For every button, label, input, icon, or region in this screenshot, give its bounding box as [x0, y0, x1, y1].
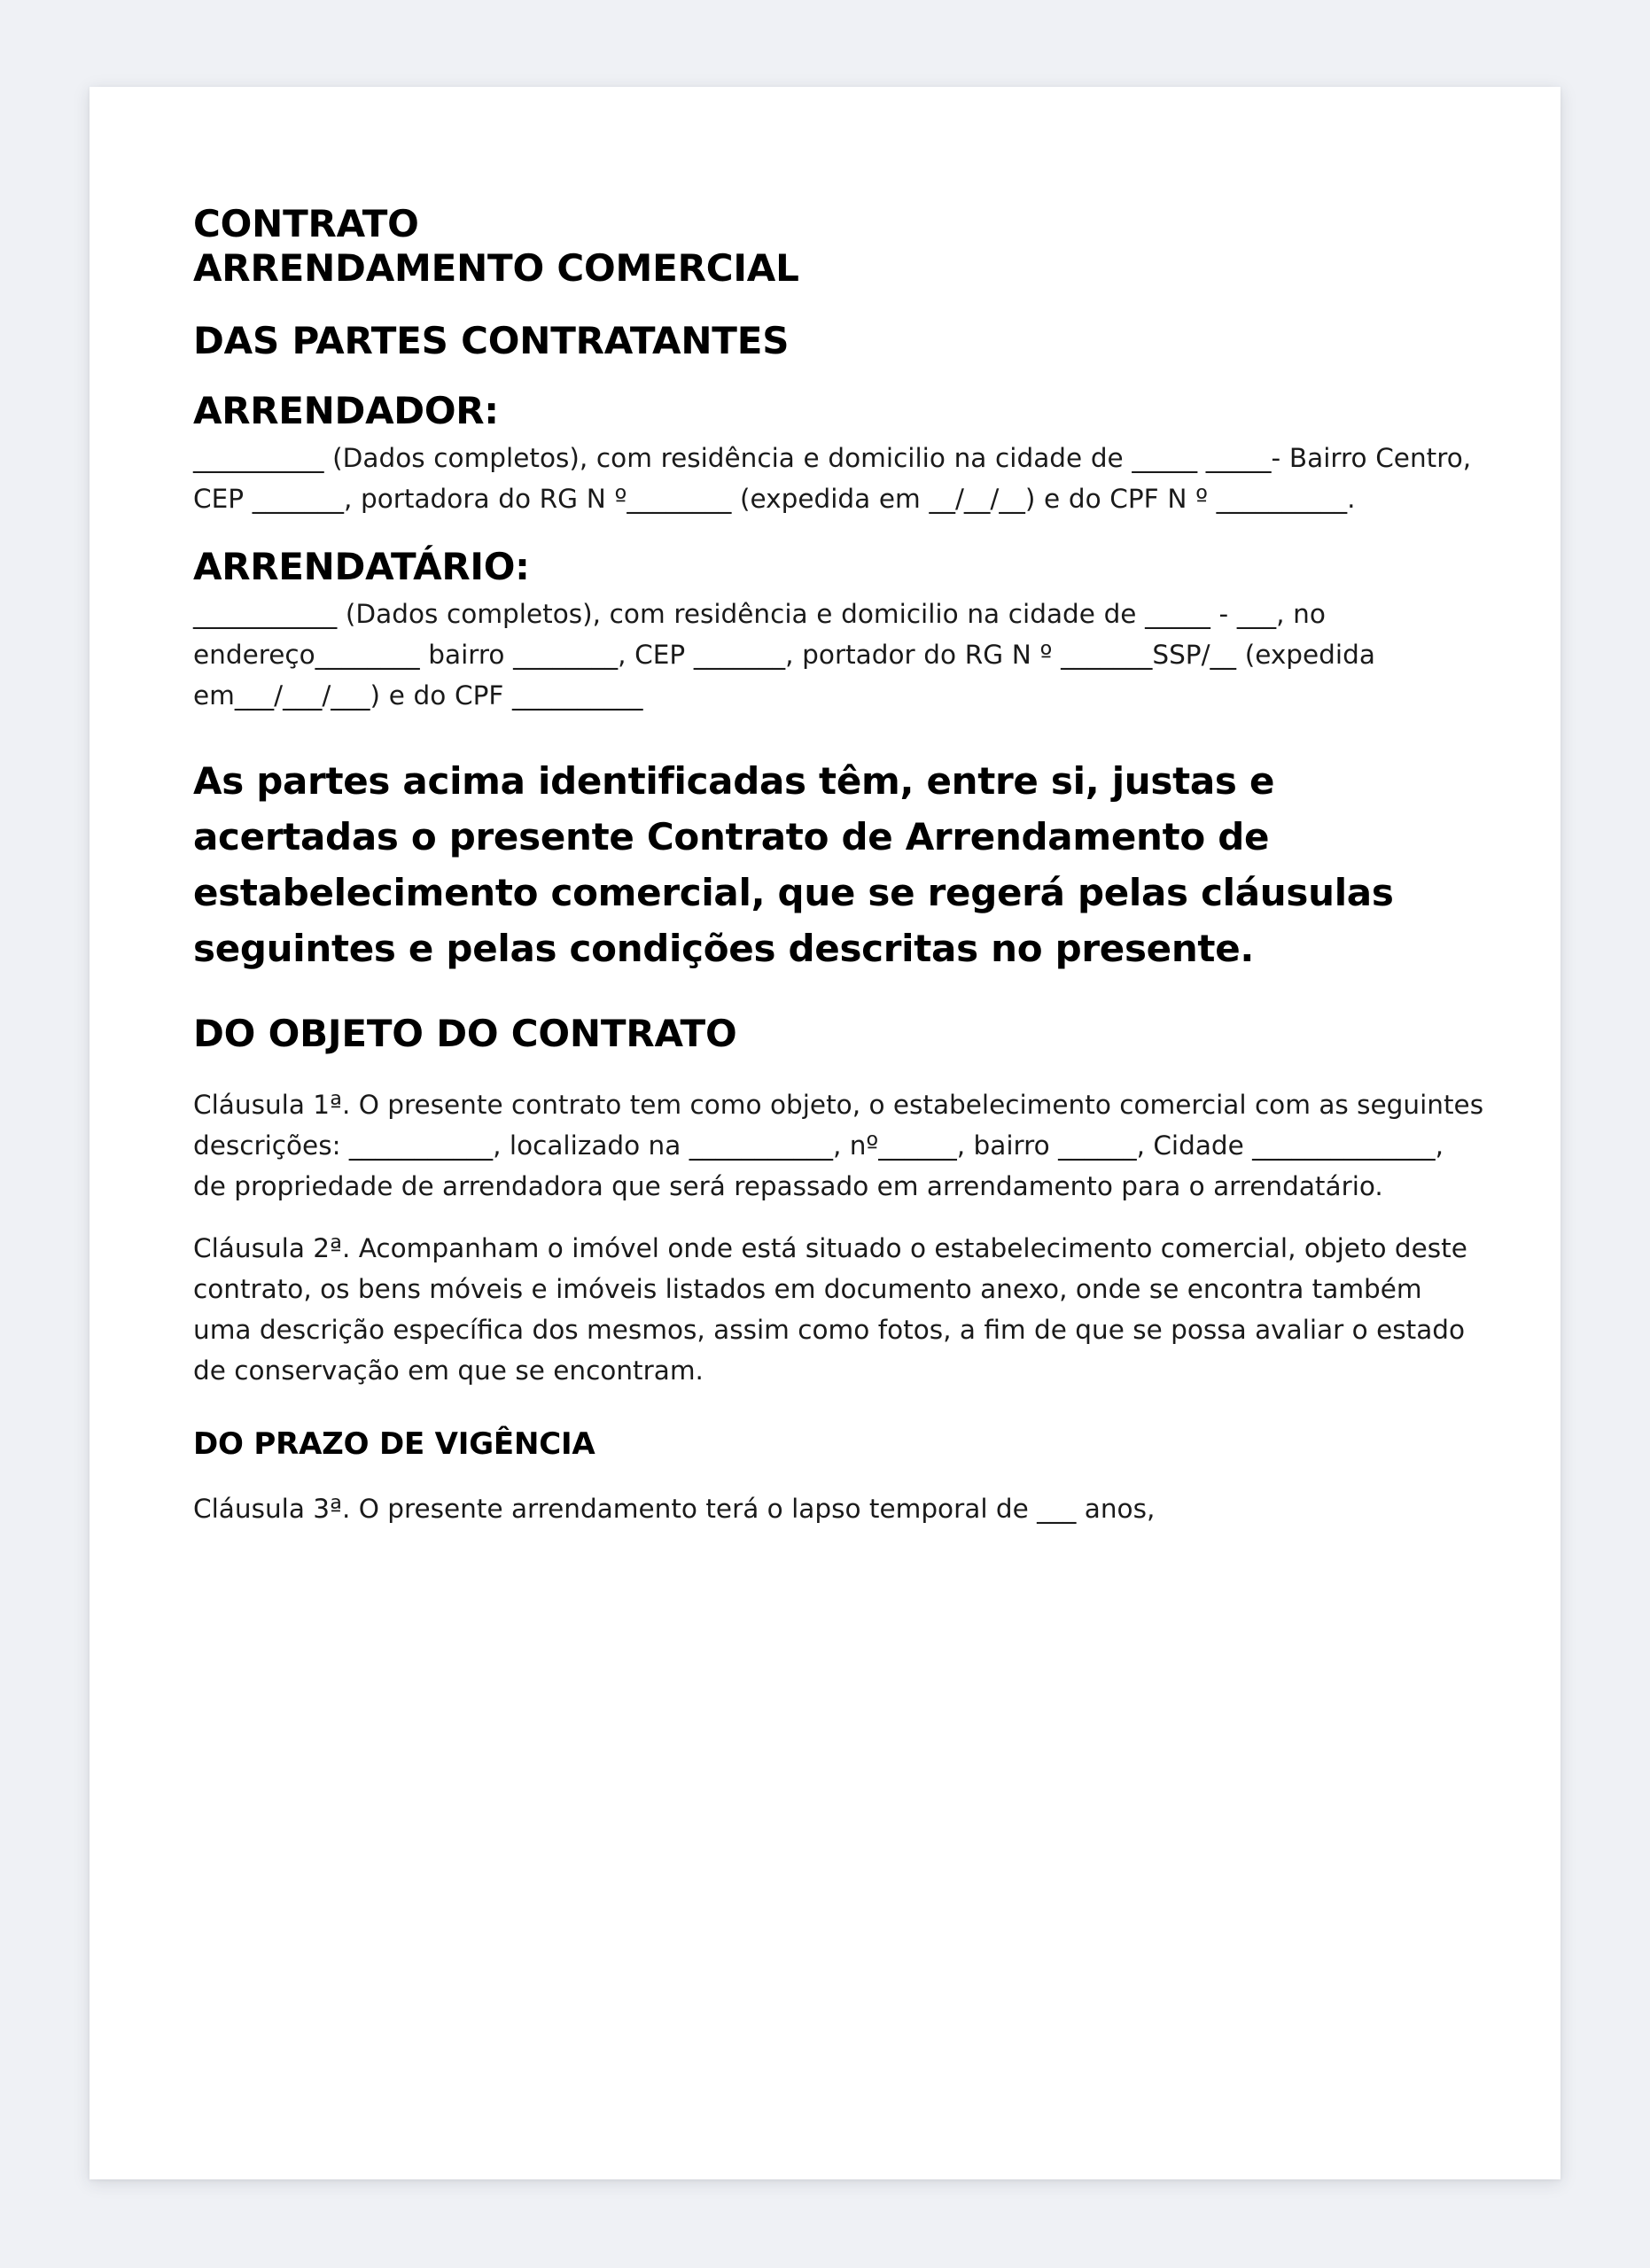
heading-arrendador: ARRENDADOR: — [193, 389, 499, 432]
paragraph-arrendatario-details: ___________ (Dados completos), com residência e domicilio na cidade de _____ - ___, no endereço________ bairro ________, CEP _______, portador do RG N º _______SSP/__ (expedida em___/___/___) e do CPF __________ — [193, 599, 1375, 711]
document-title — [193, 202, 1484, 291]
heading-do-prazo-de-vigencia: DO PRAZO DE VIGÊNCIA — [193, 1426, 595, 1462]
spacer — [193, 1391, 1484, 1425]
heading-do-objeto-do-contrato: DO OBJETO DO CONTRATO — [193, 1012, 737, 1055]
paragraph-arrendador-details: __________ (Dados completos), com residência e domicilio na cidade de _____ _____- Bairro Centro, CEP _______, portadora do RG N º________ (expedida em __/__/__) e do CPF N º __________. — [193, 443, 1472, 514]
paragraph-lead-statement: As partes acima identificadas têm, entre si, justas e acertadas o presente Contrato de Arrendamento de estabelecimento comercial, que se regerá pelas cláusulas seguintes e pelas condições descritas no presente. — [193, 759, 1394, 970]
spacer — [193, 1207, 1484, 1228]
spacer — [193, 363, 1484, 388]
document-page-container — [90, 87, 1560, 2179]
spacer — [193, 976, 1484, 1012]
document-title-line-1: CONTRATO — [193, 202, 419, 245]
spacer — [193, 291, 1484, 319]
spacer — [193, 1056, 1484, 1084]
spacer — [193, 1464, 1484, 1488]
heading-arrendatario: ARRENDATÁRIO: — [193, 545, 530, 588]
document-body — [193, 202, 1484, 1529]
paragraph-clausula-3: Cláusula 3ª. O presente arrendamento terá o lapso temporal de ___ anos, — [193, 1494, 1156, 1524]
heading-das-partes-contratantes: DAS PARTES CONTRATANTES — [193, 319, 790, 362]
document-page — [90, 87, 1560, 2179]
document-title-line-2: ARRENDAMENTO COMERCIAL — [193, 246, 799, 290]
spacer — [193, 716, 1484, 753]
paragraph-clausula-1: Cláusula 1ª. O presente contrato tem como objeto, o estabelecimento comercial com as seguintes descrições: ___________, localizado na ___________, nº______, bairro ______, Cidade ______________, de propriedade de arrendadora que será repassado em arrendamento para o arrendatário. — [193, 1090, 1484, 1201]
paragraph-clausula-2: Cláusula 2ª. Acompanham o imóvel onde está situado o estabelecimento comercial, objeto deste contrato, os bens móveis e imóveis listados em documento anexo, onde se encontra também uma descrição específica dos mesmos, assim como fotos, a fim de que se possa avaliar o estado de conservação em que se encontram. — [193, 1233, 1467, 1386]
spacer — [193, 519, 1484, 544]
